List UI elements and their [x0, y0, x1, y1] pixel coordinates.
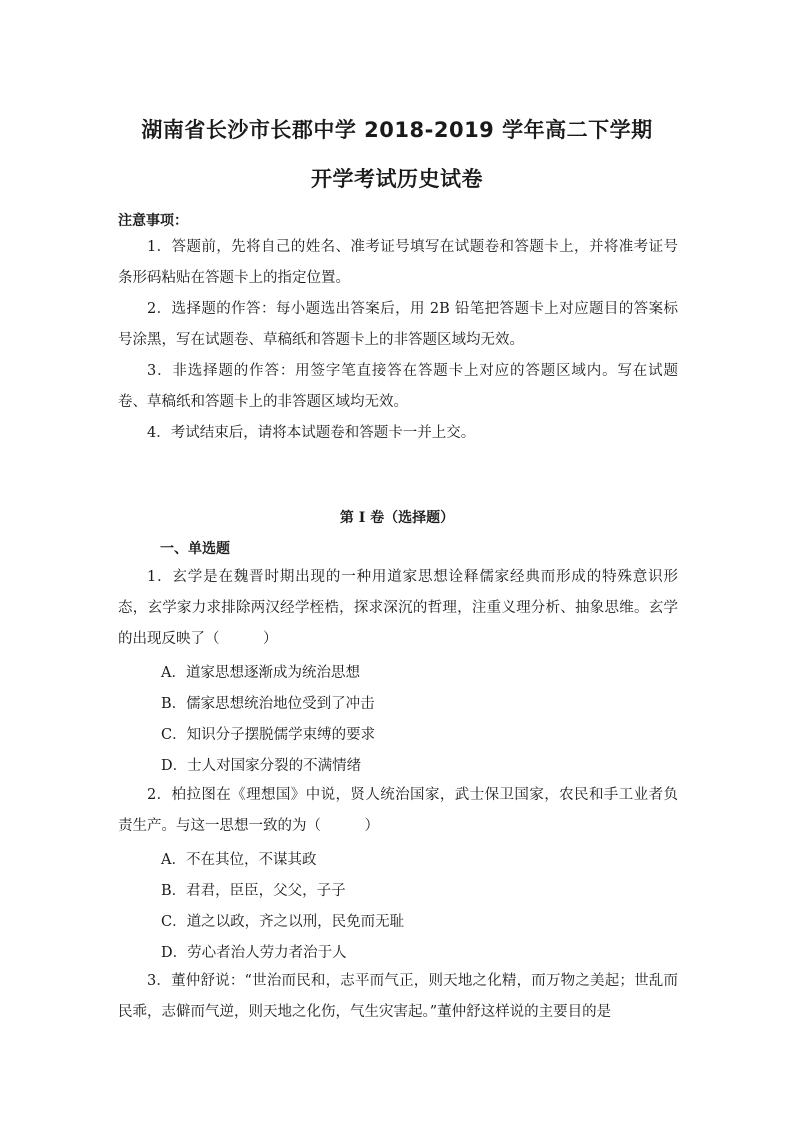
question-2-option-a: A．不在其位，不谋其政 [161, 852, 317, 868]
question-1-option-c: C．知识分子摆脱儒学束缚的要求 [161, 727, 376, 743]
question-1-stem: 1．玄学是在魏晋时期出现的一种用道家思想诠释儒家经典而形成的特殊意识形态，玄学家力求排除两汉经学桎梏，探求深沉的哲理，注重义理分析、抽象思维。玄学的出现反映了（ ） [118, 569, 678, 647]
page-subtitle: 开学考试历史试卷 [311, 167, 483, 191]
page-title: 湖南省长沙市长郡中学 2018-2019 学年高二下学期 [141, 118, 653, 142]
question-3-stem: 3．董仲舒说：“世治而民和，志平而气正，则天地之化精，而万物之美起；世乱而民乖，志僻而气逆，则天地之化伤，气生灾害起。”董仲舒这样说的主要目的是 [118, 973, 678, 1020]
notice-item-1: 1．答题前，先将自己的姓名、准考证号填写在试题卷和答题卡上，并将准考证号条形码粘贴在答题卡上的指定位置。 [118, 239, 678, 286]
section-title: 第 I 卷（选择题） [339, 510, 455, 526]
question-1-option-d: D．士人对国家分裂的不满情绪 [161, 758, 362, 774]
question-2-stem: 2．柏拉图在《理想国》中说，贤人统治国家，武士保卫国家，农民和手工业者负责生产。与这一思想一致的为（ ） [118, 787, 678, 834]
notice-item-4: 4．考试结束后，请将本试题卷和答题卡一并上交。 [147, 425, 476, 441]
question-1-option-b: B．儒家思想统治地位受到了冲击 [161, 696, 375, 712]
section-subtitle: 一、单选题 [160, 541, 230, 557]
question-2-option-d: D．劳心者治人劳力者治于人 [161, 945, 347, 961]
notice-heading: 注意事项： [118, 213, 188, 229]
notice-item-2: 2．选择题的作答：每小题选出答案后，用 2B 铅笔把答题卡上对应题目的答案标号涂黑，写在试题卷、草稿纸和答题卡上的非答题区域均无效。 [118, 301, 678, 348]
question-2-option-c: C．道之以政，齐之以刑，民免而无耻 [161, 914, 405, 930]
question-2-option-b: B．君君，臣臣，父父，子子 [161, 883, 346, 899]
question-1-option-a: A．道家思想逐渐成为统治思想 [161, 665, 360, 681]
notice-item-3: 3．非选择题的作答：用签字笔直接答在答题卡上对应的答题区域内。写在试题卷、草稿纸和答题卡上的非答题区域均无效。 [118, 363, 678, 410]
